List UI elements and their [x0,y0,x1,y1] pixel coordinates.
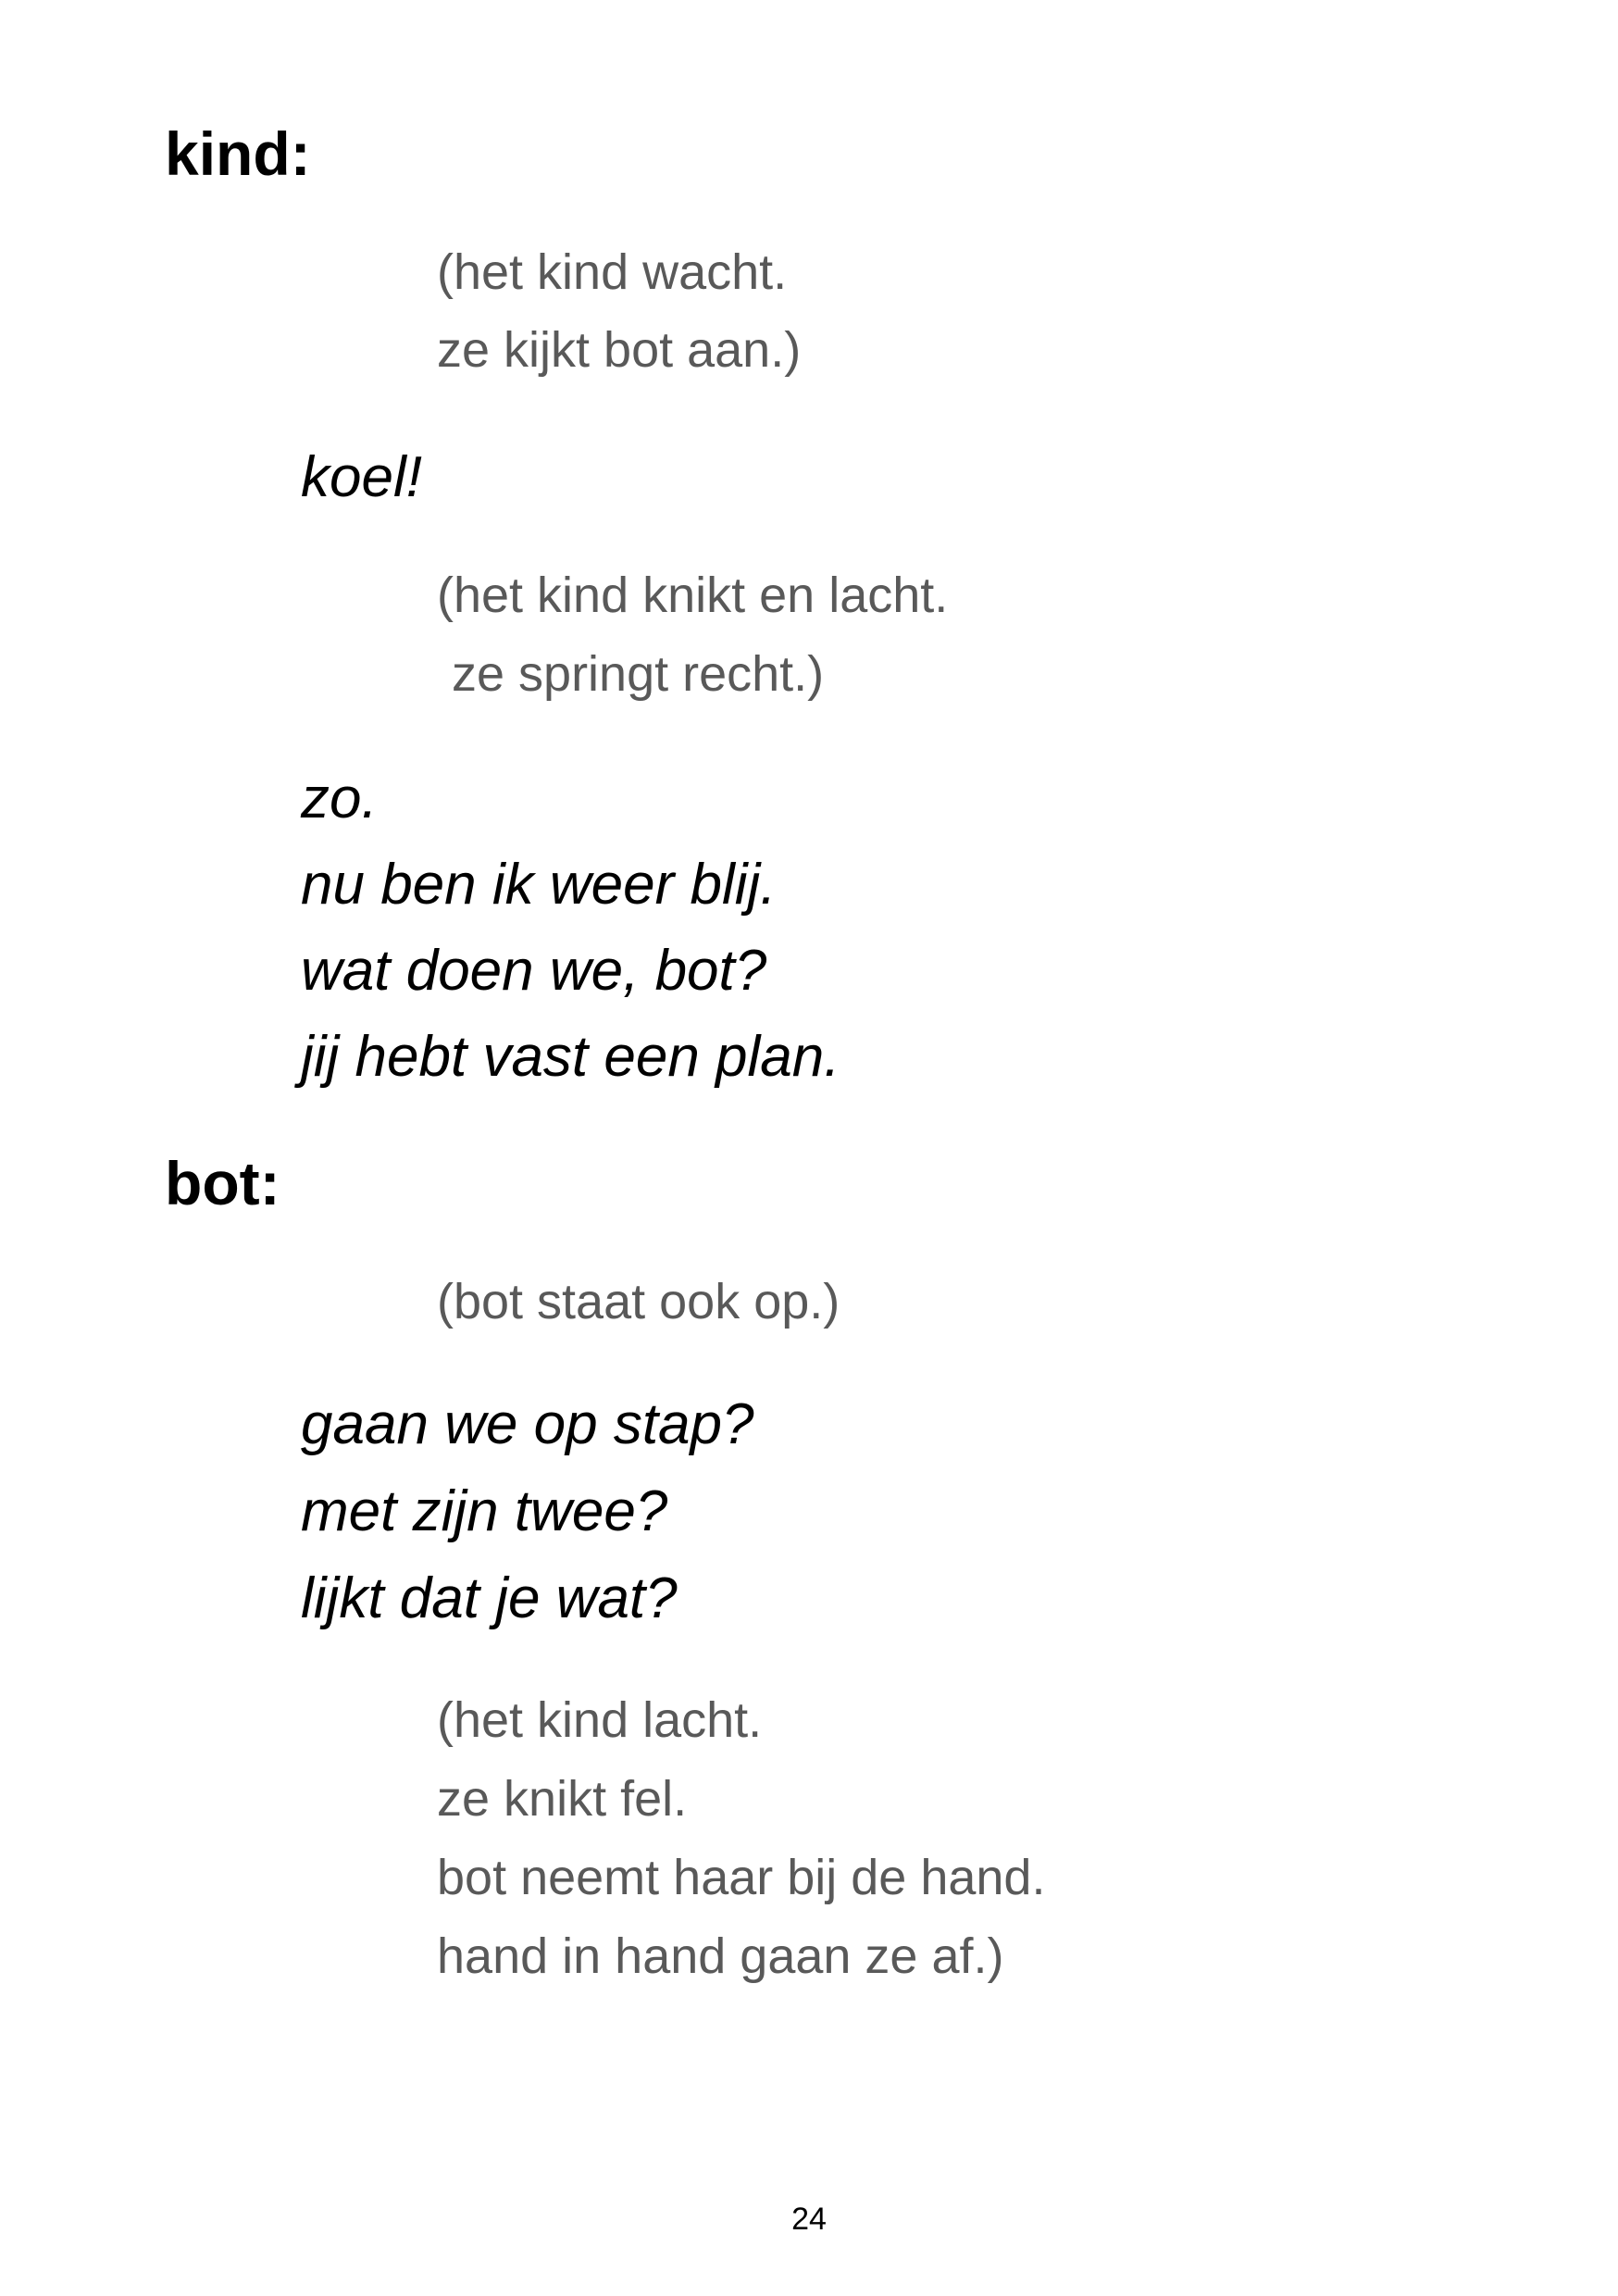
stage-direction-line: (bot staat ook op.) [437,1274,840,1329]
stage-direction-line: bot neemt haar bij de hand. [437,1850,1046,1905]
dialogue-line: wat doen we, bot? [301,939,767,1003]
dialogue-line: nu ben ik weer blij. [301,853,777,917]
stage-direction-line: ze knikt fel. [437,1771,688,1827]
page-number: 24 [791,2202,827,2237]
stage-direction-line: (het kind knikt en lacht. [437,568,949,623]
stage-direction-line: ze springt recht.) [452,646,825,702]
dialogue-line: met zijn twee? [301,1479,668,1543]
stage-direction-line: (het kind wacht. [437,244,788,300]
dialogue-line: gaan we op stap? [301,1392,754,1456]
stage-direction-line: ze kijkt bot aan.) [437,322,802,378]
speaker-label-bot: bot: [165,1149,280,1217]
dialogue-line: jij hebt vast een plan. [301,1025,840,1089]
stage-direction-line: hand in hand gaan ze af.) [437,1928,1004,1984]
dialogue-line: zo. [301,767,378,830]
dialogue-line: lijkt dat je wat? [301,1566,678,1630]
speaker-label-kind: kind: [165,119,311,188]
stage-direction-line: (het kind lacht. [437,1692,763,1748]
dialogue-line: koel! [301,445,422,509]
